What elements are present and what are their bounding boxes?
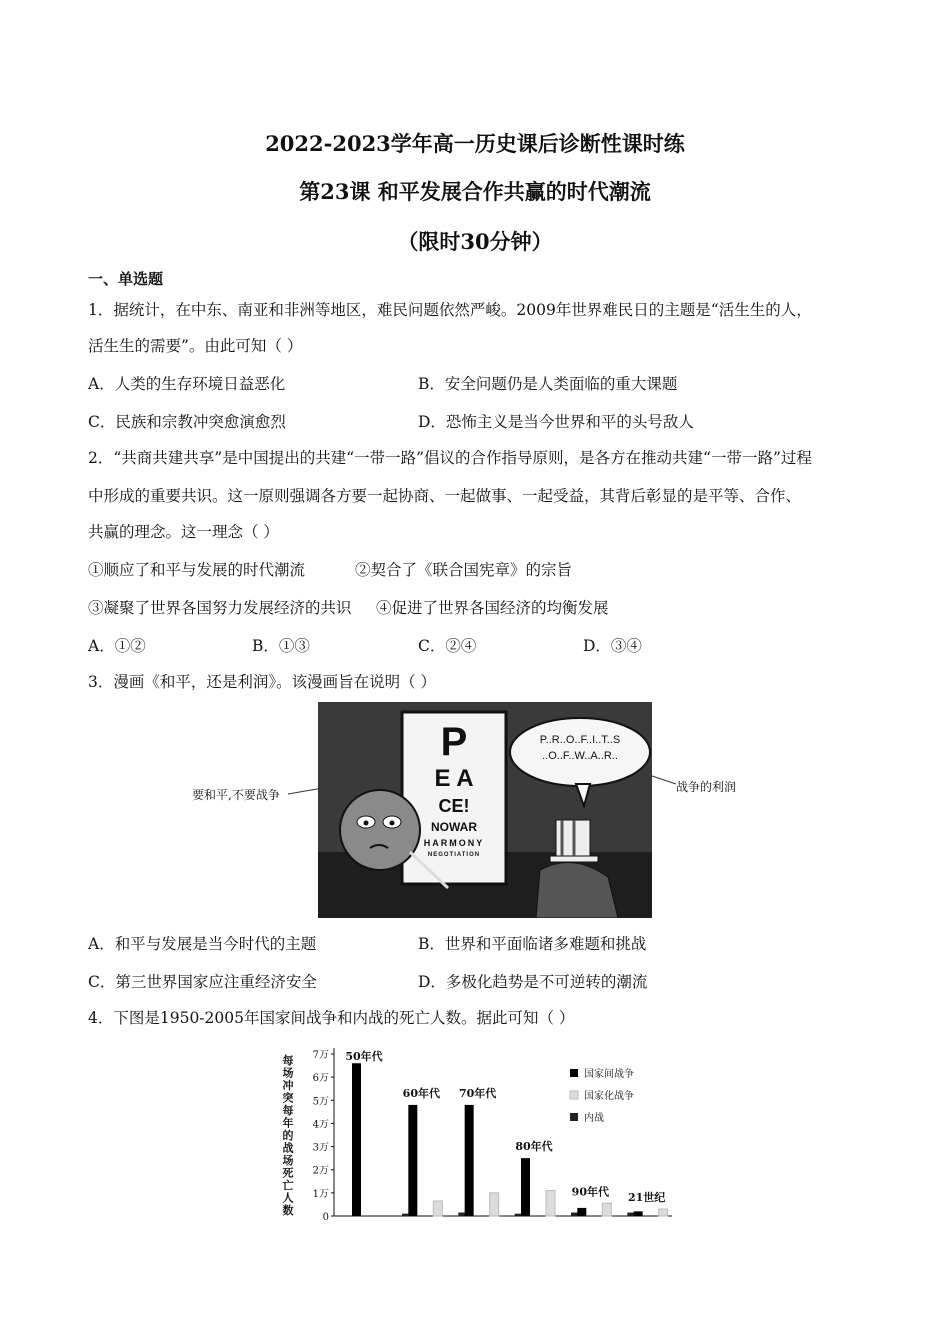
category-label: 90年代 xyxy=(571,1185,609,1199)
q2-statement-1: ①顺应了和平与发展的时代潮流 xyxy=(88,561,306,579)
legend-label: 国家间战争 xyxy=(584,1069,634,1080)
q3-option-d[interactable]: D．多极化趋势是不可逆转的潮流 xyxy=(418,973,648,991)
y-axis-label-char: 死 xyxy=(282,1166,294,1180)
eye-chart-line-2: E A xyxy=(434,765,474,792)
bar-0-3 xyxy=(521,1158,530,1216)
bar-1-2 xyxy=(490,1193,499,1216)
q1-stem-line2: 活生生的需要”。由此可知（ ） xyxy=(88,337,303,355)
legend-label: 内战 xyxy=(584,1113,604,1124)
y-tick-label: 6万 xyxy=(312,1073,329,1085)
q2-option-c[interactable]: C．②④ xyxy=(418,637,477,655)
q2-option-b[interactable]: B．①③ xyxy=(252,637,310,655)
legend-swatch xyxy=(570,1069,578,1077)
y-axis-label-char: 场 xyxy=(282,1066,294,1080)
category-label: 60年代 xyxy=(402,1086,440,1100)
category-label: 80年代 xyxy=(515,1140,553,1154)
eye-chart-line-4: NOWAR xyxy=(431,820,477,834)
q1-option-d[interactable]: D．恐怖主义是当今世界和平的头号敌人 xyxy=(418,413,694,431)
bar-0-1 xyxy=(408,1105,417,1216)
legend-swatch xyxy=(570,1091,578,1099)
y-axis-label-char: 冲 xyxy=(282,1079,294,1092)
q1-stem-line1: 1．据统计，在中东、南亚和非洲等地区，难民问题依然严峻。2009年世界难民日的主题是“活生生的人， xyxy=(88,301,812,319)
bar-0-0 xyxy=(352,1063,361,1216)
q2-option-d[interactable]: D．③④ xyxy=(583,637,642,655)
cartoon-image xyxy=(318,702,652,918)
q2-stem-line1: 2．“共商共建共享”是中国提出的共建“一带一路”倡议的合作指导原则，是各方在推动共建“一带一路”过程 xyxy=(88,449,812,467)
y-tick-label: 5万 xyxy=(312,1096,329,1108)
y-tick-label: 4万 xyxy=(312,1119,329,1131)
q1-option-b[interactable]: B．安全问题仍是人类面临的重大课题 xyxy=(418,375,678,393)
y-tick-label: 0 xyxy=(322,1212,329,1223)
eye-chart-line-5: HARMONY xyxy=(423,838,485,848)
y-tick-label: 2万 xyxy=(312,1165,329,1177)
q3-option-c[interactable]: C．第三世界国家应注重经济安全 xyxy=(88,973,317,991)
q3-option-a[interactable]: A．和平与发展是当今时代的主题 xyxy=(88,935,317,953)
y-axis-label-char: 年 xyxy=(282,1116,294,1130)
y-axis-label-char: 亡 xyxy=(282,1179,294,1192)
speech-bubble-line-2: ..O..F..W..A..R.. xyxy=(542,750,618,762)
lesson-title: 第23课 和平发展合作共赢的时代潮流 xyxy=(299,179,651,204)
time-limit: （限时30分钟） xyxy=(397,229,553,254)
bar-1-3 xyxy=(546,1191,555,1216)
category-label: 70年代 xyxy=(459,1086,497,1100)
page-title: 2022-2023学年高一历史课后诊断性课时练 xyxy=(265,131,685,156)
y-tick-label: 3万 xyxy=(312,1142,329,1154)
y-axis-label-char: 每 xyxy=(282,1054,294,1067)
q2-statement-2: ②契合了《联合国宪章》的宗旨 xyxy=(355,561,573,579)
legend-swatch xyxy=(570,1113,578,1121)
bar-1-4 xyxy=(602,1203,611,1216)
section-heading: 一、单选题 xyxy=(88,270,164,288)
y-axis-label-char: 战 xyxy=(282,1141,294,1155)
q3-stem: 3．漫画《和平，还是利润》。该漫画旨在说明（ ） xyxy=(88,673,437,691)
speech-bubble-line-1: P..R..O..F..I..T..S xyxy=(539,734,621,746)
q1-option-c[interactable]: C．民族和宗教冲突愈演愈烈 xyxy=(88,413,286,431)
bar-1-1 xyxy=(433,1201,442,1216)
q2-stem-line2: 中形成的重要共识。这一原则强调各方要一起协商、一起做事、一起受益，其背后彰显的是平等、合作、 xyxy=(88,487,802,505)
cartoon-caption-right: 战争的利润 xyxy=(676,780,737,794)
y-axis-label-char: 数 xyxy=(282,1204,294,1217)
cartoon-caption-left: 要和平,不要战争 xyxy=(192,788,280,802)
bar-1-5 xyxy=(659,1209,668,1216)
q3-option-b[interactable]: B．世界和平面临诸多难题和挑战 xyxy=(418,935,647,953)
y-axis-label-char: 的 xyxy=(282,1129,294,1142)
y-tick-label: 1万 xyxy=(312,1188,329,1200)
eye-chart-line-6: NEGOTIATION xyxy=(427,852,481,858)
speech-bubble-text xyxy=(510,734,650,762)
death-toll-bar-chart xyxy=(278,1040,680,1230)
bar-0-4 xyxy=(577,1208,586,1216)
y-tick-label: 7万 xyxy=(312,1050,329,1061)
q2-stem-line3: 共赢的理念。这一理念（ ） xyxy=(88,523,279,541)
y-axis-label-char: 突 xyxy=(282,1091,294,1105)
category-label: 50年代 xyxy=(345,1050,383,1063)
eye-chart xyxy=(402,720,506,860)
q2-option-a[interactable]: A．①② xyxy=(88,637,146,655)
q1-option-a[interactable]: A．人类的生存环境日益恶化 xyxy=(88,375,286,393)
bar-0-2 xyxy=(465,1105,474,1216)
eye-chart-line-1: P xyxy=(440,720,468,764)
q2-statement-3: ③凝聚了世界各国努力发展经济的共识 xyxy=(88,599,352,617)
y-axis-label-char: 每 xyxy=(282,1104,294,1117)
q2-statement-4: ④促进了世界各国经济的均衡发展 xyxy=(376,599,609,617)
y-axis-label-char: 人 xyxy=(282,1191,294,1205)
y-axis-label-char: 场 xyxy=(282,1154,294,1167)
category-label: 21世纪 xyxy=(628,1191,666,1205)
bar-0-5 xyxy=(634,1211,643,1216)
q4-stem: 4．下图是1950-2005年国家间战争和内战的死亡人数。据此可知（ ） xyxy=(88,1009,575,1027)
eye-chart-line-3: CE! xyxy=(438,796,470,816)
legend-label: 国家化战争 xyxy=(584,1091,634,1102)
